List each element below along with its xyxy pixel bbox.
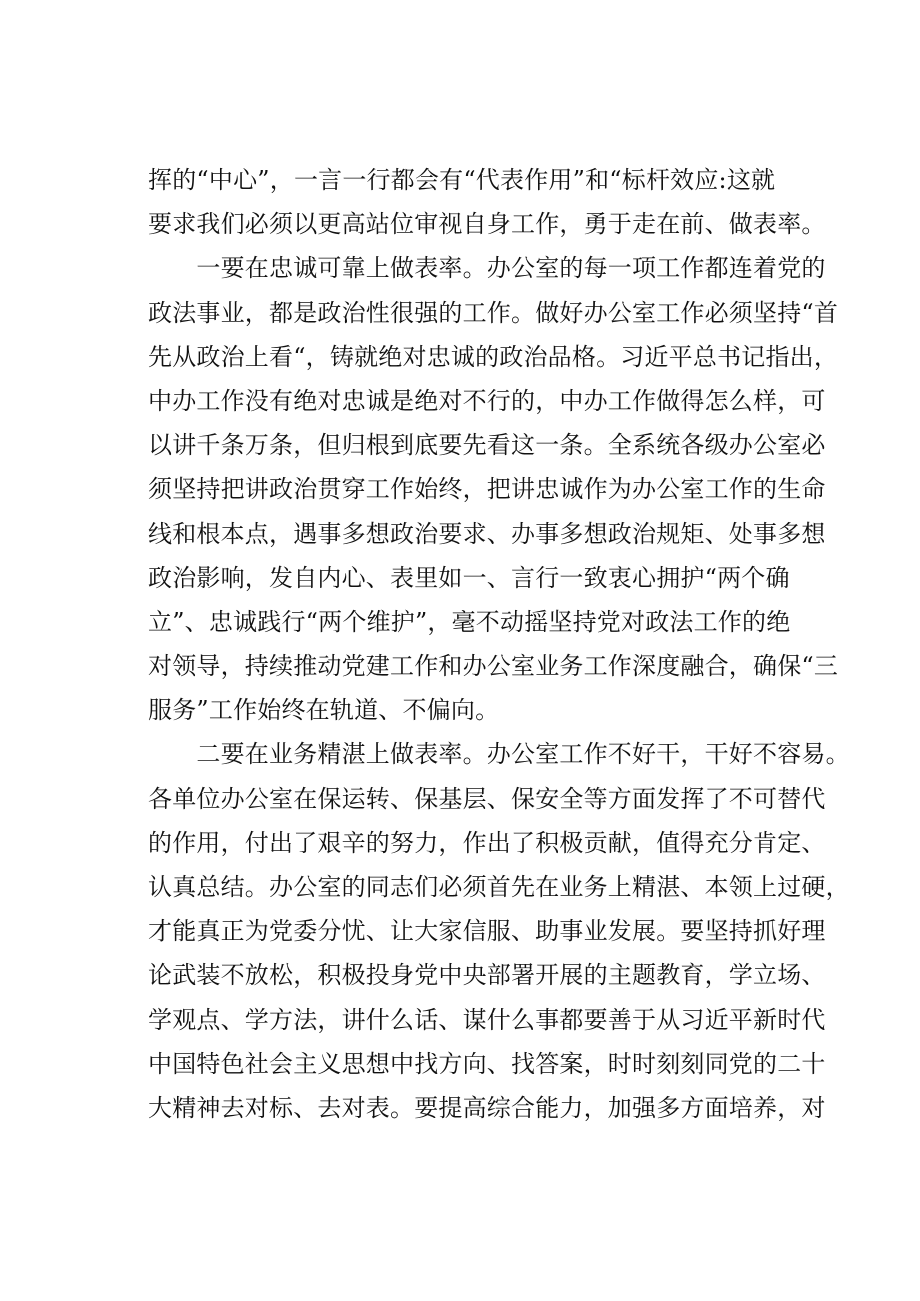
text-line: 先从政治上看“，铸就绝对忠诚的政治品格。习近平总书记指出， (148, 342, 839, 371)
text-line: 认真总结。办公室的同志们必须首先在业务上精湛、本领上过硬， (148, 873, 850, 901)
text-line: 挥的“中心”，一言一行都会有“代表作用”和“标杆效应:这就 (148, 166, 776, 194)
text-line: 须坚持把讲政治贯穿工作始终，把讲忠诚作为办公室工作的生命 (148, 475, 826, 504)
text-line: 学观点、学方法，讲什么话、谋什么事都要善于从习近平新时代 (148, 1005, 826, 1034)
text-line: 的作用，付出了艰辛的努力，作出了积极贡献，值得充分肯定、 (148, 828, 826, 857)
text-line: 服务”工作始终在轨道、不偏向。 (148, 696, 500, 725)
paragraph-start-line: 一要在忠诚可靠上做表率。办公室的每一项工作都连着党的 (148, 254, 826, 283)
text-line: 要求我们必须以更高站位审视自身工作，勇于走在前、做表率。 (148, 210, 826, 239)
text-line: 大精神去对标、去对表。要提高综合能力，加强多方面培养，对 (148, 1093, 826, 1122)
text-line: 中办工作没有绝对忠诚是绝对不行的，中办工作做得怎么样，可 (148, 386, 826, 415)
text-line: 政法事业，都是政治性很强的工作。做好办公室工作必须坚持“首 (148, 298, 839, 327)
text-line: 论武装不放松，积极投身党中央部署开展的主题教育，学立场、 (148, 961, 826, 990)
text-line: 才能真正为党委分忧、让大家信服、助事业发展。要坚持抓好理 (148, 917, 826, 946)
text-line: 中国特色社会主义思想中找方向、找答案，时时刻刻同党的二十 (148, 1049, 826, 1078)
text-line: 以讲千条万条，但归根到底要先看这一条。全系统各级办公室必 (148, 431, 826, 460)
text-line: 政治影响，发自内心、表里如一、言行一致衷心拥护“两个确 (148, 563, 790, 592)
text-line: 线和根本点，遇事多想政治要求、办事多想政治规矩、处事多想 (148, 519, 826, 548)
body-text (148, 158, 850, 1130)
text-line: 立”、忠诚践行“两个维护”，毫不动摇坚持党对政法工作的绝 (148, 607, 791, 636)
text-line: 对领导，持续推动党建工作和办公室业务工作深度融合，确保“三 (148, 652, 839, 681)
text-line: 各单位办公室在保运转、保基层、保安全等方面发挥了不可替代 (148, 784, 826, 813)
paragraph-start-line: 二要在业务精湛上做表率。办公室工作不好干，干好不容易。 (148, 740, 850, 769)
